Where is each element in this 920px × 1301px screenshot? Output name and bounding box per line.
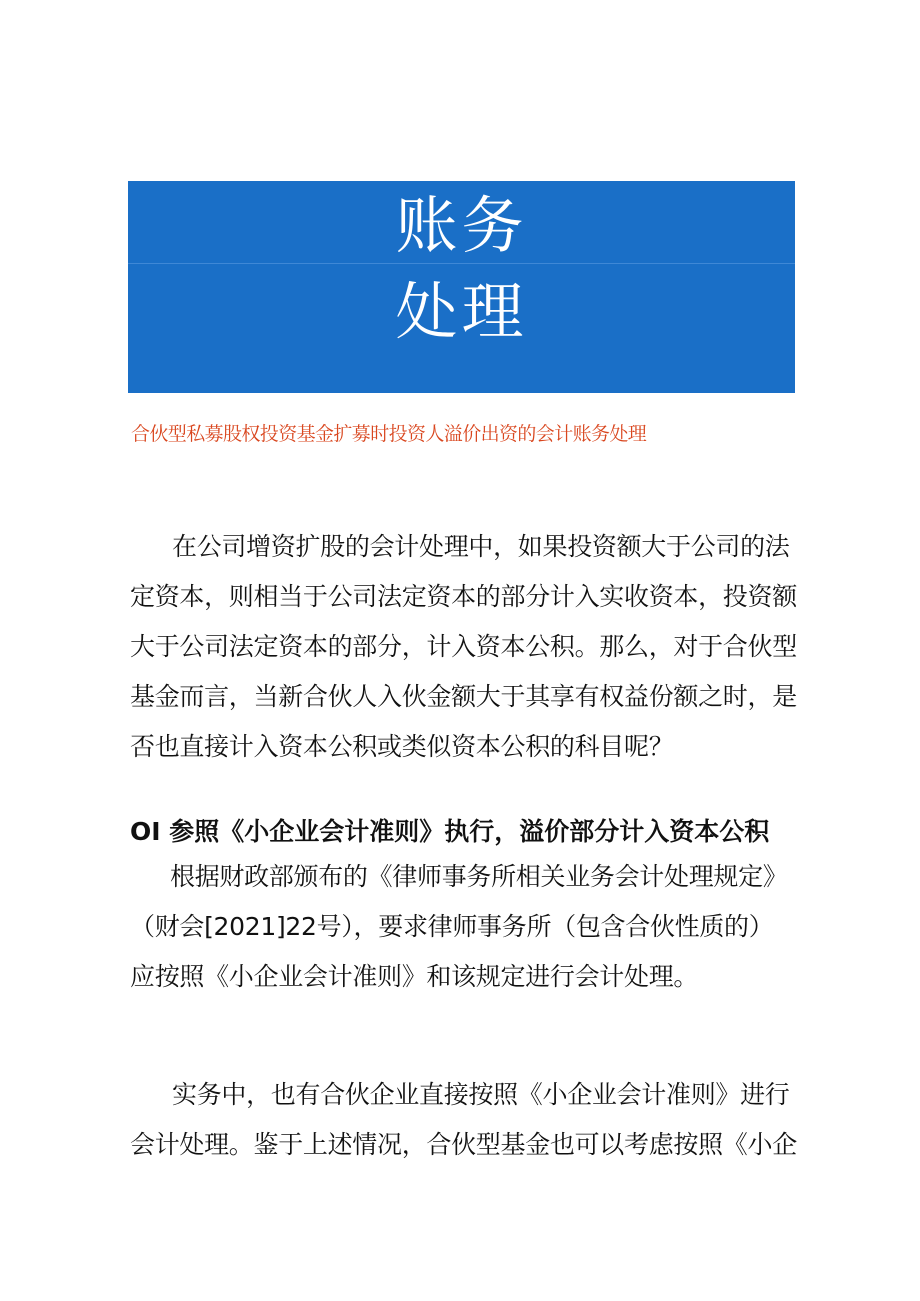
section-heading: OI 参照《小企业会计准则》执行，溢价部分计入资本公积 [130, 817, 770, 846]
banner-divider [128, 263, 795, 264]
article-subtitle: 合伙型私募股权投资基金扩募时投资人溢价出资的会计账务处理 [131, 423, 647, 445]
title-banner [128, 181, 795, 393]
paragraph-practice: 实务中，也有合伙企业直接按照《小企业会计准则》进行会计处理。鉴于上述情况，合伙型基金也可以考虑按照《小企 [130, 1080, 797, 1159]
banner-title-line1: 账务 [395, 189, 528, 262]
paragraph-intro: 在公司增资扩股的会计处理中，如果投资额大于公司的法定资本，则相当于公司法定资本的部分计入实收资本，投资额大于公司法定资本的部分，计入资本公积。那么，对于合伙型基金而言，当新合伙人入伙金额大于其享有权益份额之时，是否也直接计入资本公积或类似资本公积的科目呢？ [130, 532, 797, 761]
paragraph-regulation: 根据财政部颁布的《律师事务所相关业务会计处理规定》（财会[2021]22号），要求律师事务所（包含合伙性质的）应按照《小企业会计准则》和该规定进行会计处理。 [130, 862, 788, 991]
banner-title-line2: 处理 [395, 275, 528, 348]
